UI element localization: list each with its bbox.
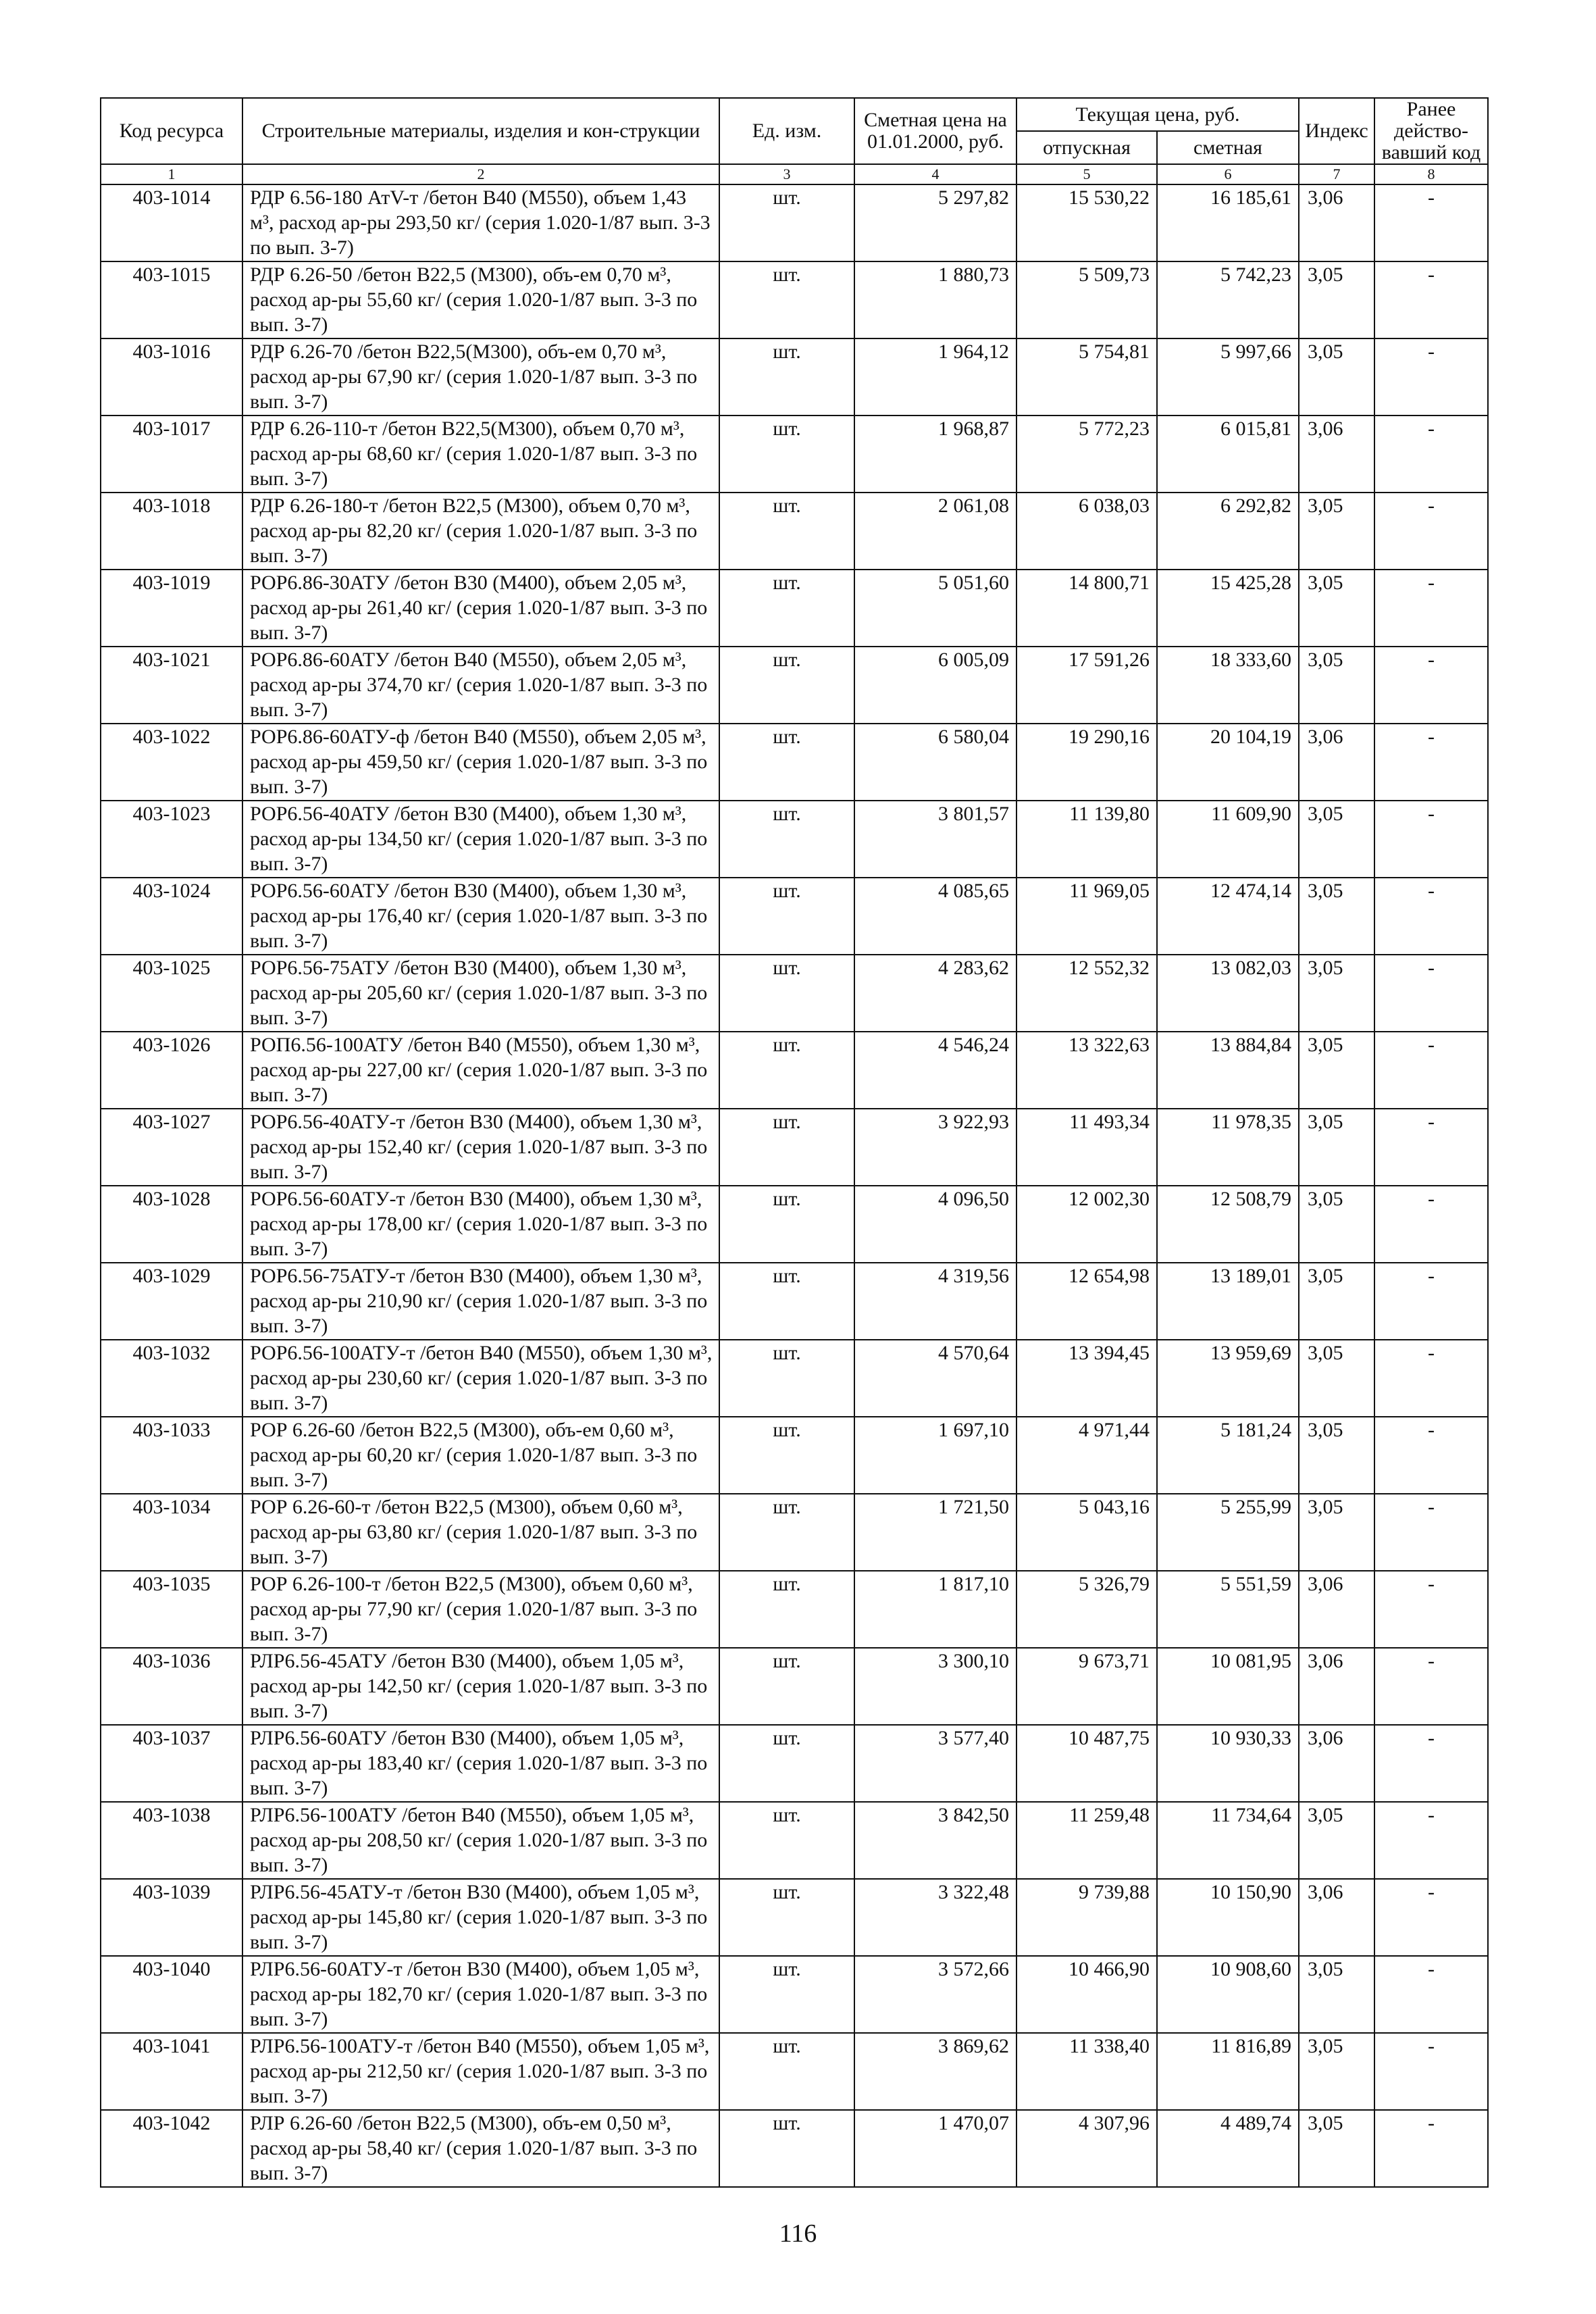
cell-unit: шт.	[719, 878, 854, 955]
cell-code: 403-1034	[101, 1494, 242, 1571]
cell-unit: шт.	[719, 261, 854, 338]
cell-estimate-price: 10 081,95	[1157, 1648, 1299, 1725]
cell-code: 403-1024	[101, 878, 242, 955]
cell-prev-code: -	[1374, 878, 1488, 955]
cell-prev-code: -	[1374, 1879, 1488, 1956]
cell-unit: шт.	[719, 1879, 854, 1956]
cell-base-price: 5 051,60	[854, 570, 1016, 647]
cell-prev-code: -	[1374, 1571, 1488, 1648]
cell-unit: шт.	[719, 570, 854, 647]
cell-prev-code: -	[1374, 493, 1488, 570]
cell-release-price: 4 971,44	[1016, 1417, 1157, 1494]
cell-estimate-price: 11 609,90	[1157, 801, 1299, 878]
cell-estimate-price: 12 474,14	[1157, 878, 1299, 955]
cell-material-name: РЛР6.56-100АТУ-т /бетон В40 (М550), объем 1,05 м³, расход ар-ры 212,50 кг/ (серия 1.020-1/87 вып. 3-3 по вып. 3-7)	[242, 2033, 719, 2110]
cell-index: 3,05	[1299, 878, 1374, 955]
cell-material-name: РДР 6.26-110-т /бетон В22,5(М300), объем 0,70 м³, расход ар-ры 68,60 кг/ (серия 1.020-1/87 вып. 3-3 по вып. 3-7)	[242, 416, 719, 493]
cell-material-name: РДР 6.26-180-т /бетон В22,5 (М300), объем 0,70 м³, расход ар-ры 82,20 кг/ (серия 1.020-1/87 вып. 3-3 по вып. 3-7)	[242, 493, 719, 570]
cell-unit: шт.	[719, 2033, 854, 2110]
cell-material-name: РДР 6.26-50 /бетон В22,5 (М300), объ-ем 0,70 м³, расход ар-ры 55,60 кг/ (серия 1.020-1/87 вып. 3-3 по вып. 3-7)	[242, 261, 719, 338]
cell-estimate-price: 6 292,82	[1157, 493, 1299, 570]
cell-material-name: РЛР 6.26-60 /бетон В22,5 (М300), объ-ем 0,50 м³, расход ар-ры 58,40 кг/ (серия 1.020-1/87 вып. 3-3 по вып. 3-7)	[242, 2110, 719, 2187]
cell-code: 403-1014	[101, 184, 242, 261]
cell-index: 3,05	[1299, 1956, 1374, 2033]
cell-base-price: 1 964,12	[854, 338, 1016, 416]
cell-base-price: 2 061,08	[854, 493, 1016, 570]
cell-prev-code: -	[1374, 416, 1488, 493]
table-row	[101, 1186, 1488, 1263]
cell-estimate-price: 15 425,28	[1157, 570, 1299, 647]
cell-code: 403-1023	[101, 801, 242, 878]
cell-material-name: РОР6.56-40АТУ-т /бетон В30 (М400), объем 1,30 м³, расход ар-ры 152,40 кг/ (серия 1.020-1/87 вып. 3-3 по вып. 3-7)	[242, 1109, 719, 1186]
cell-release-price: 15 530,22	[1016, 184, 1157, 261]
cell-code: 403-1039	[101, 1879, 242, 1956]
cell-material-name: РОР6.86-60АТУ-ф /бетон В40 (М550), объем 2,05 м³, расход ар-ры 459,50 кг/ (серия 1.020-1/87 вып. 3-3 по вып. 3-7)	[242, 724, 719, 801]
cell-code: 403-1026	[101, 1032, 242, 1109]
header-base-price: Сметная цена на 01.01.2000, руб.	[854, 98, 1016, 164]
table-row	[101, 1494, 1488, 1571]
cell-material-name: РЛР6.56-60АТУ-т /бетон В30 (М400), объем 1,05 м³, расход ар-ры 182,70 кг/ (серия 1.020-1/87 вып. 3-3 по вып. 3-7)	[242, 1956, 719, 2033]
cell-release-price: 10 487,75	[1016, 1725, 1157, 1802]
table-row	[101, 1032, 1488, 1109]
cell-unit: шт.	[719, 1263, 854, 1340]
table-row	[101, 1648, 1488, 1725]
cell-index: 3,05	[1299, 1802, 1374, 1879]
cell-unit: шт.	[719, 2110, 854, 2187]
cell-material-name: РОР6.56-75АТУ /бетон В30 (М400), объем 1,30 м³, расход ар-ры 205,60 кг/ (серия 1.020-1/87 вып. 3-3 по вып. 3-7)	[242, 955, 719, 1032]
cell-prev-code: -	[1374, 2033, 1488, 2110]
cell-material-name: РОР6.56-40АТУ /бетон В30 (М400), объем 1,30 м³, расход ар-ры 134,50 кг/ (серия 1.020-1/87 вып. 3-3 по вып. 3-7)	[242, 801, 719, 878]
cell-index: 3,05	[1299, 2110, 1374, 2187]
table-row	[101, 261, 1488, 338]
cell-code: 403-1016	[101, 338, 242, 416]
cell-unit: шт.	[719, 1340, 854, 1417]
cell-base-price: 3 577,40	[854, 1725, 1016, 1802]
cell-release-price: 11 338,40	[1016, 2033, 1157, 2110]
cell-prev-code: -	[1374, 1802, 1488, 1879]
cell-index: 3,05	[1299, 647, 1374, 724]
column-number: 8	[1374, 164, 1488, 184]
cell-unit: шт.	[719, 955, 854, 1032]
cell-release-price: 5 509,73	[1016, 261, 1157, 338]
cell-prev-code: -	[1374, 1032, 1488, 1109]
cell-base-price: 3 300,10	[854, 1648, 1016, 1725]
table-row	[101, 1417, 1488, 1494]
table-row	[101, 184, 1488, 261]
table-body	[101, 184, 1488, 2187]
cell-unit: шт.	[719, 493, 854, 570]
cell-prev-code: -	[1374, 1494, 1488, 1571]
cell-unit: шт.	[719, 1032, 854, 1109]
cell-estimate-price: 13 959,69	[1157, 1340, 1299, 1417]
cell-estimate-price: 5 742,23	[1157, 261, 1299, 338]
cell-material-name: РДР 6.26-70 /бетон В22,5(М300), объ-ем 0,70 м³, расход ар-ры 67,90 кг/ (серия 1.020-1/87 вып. 3-3 по вып. 3-7)	[242, 338, 719, 416]
cell-base-price: 6 580,04	[854, 724, 1016, 801]
cell-release-price: 17 591,26	[1016, 647, 1157, 724]
cell-release-price: 11 139,80	[1016, 801, 1157, 878]
table-row	[101, 1879, 1488, 1956]
cell-index: 3,06	[1299, 1571, 1374, 1648]
cell-release-price: 5 326,79	[1016, 1571, 1157, 1648]
cell-estimate-price: 13 884,84	[1157, 1032, 1299, 1109]
cell-release-price: 12 552,32	[1016, 955, 1157, 1032]
cell-base-price: 3 572,66	[854, 1956, 1016, 2033]
price-table	[100, 97, 1489, 2188]
cell-index: 3,05	[1299, 1109, 1374, 1186]
cell-material-name: РОР6.56-75АТУ-т /бетон В30 (М400), объем 1,30 м³, расход ар-ры 210,90 кг/ (серия 1.020-1/87 вып. 3-3 по вып. 3-7)	[242, 1263, 719, 1340]
cell-unit: шт.	[719, 724, 854, 801]
cell-unit: шт.	[719, 1494, 854, 1571]
header-code: Код ресурса	[101, 98, 242, 164]
cell-release-price: 5 772,23	[1016, 416, 1157, 493]
cell-prev-code: -	[1374, 1417, 1488, 1494]
cell-index: 3,06	[1299, 1725, 1374, 1802]
table-row	[101, 1725, 1488, 1802]
cell-material-name: РДР 6.56-180 АтV-т /бетон В40 (М550), объем 1,43 м³, расход ар-ры 293,50 кг/ (серия 1.020-1/87 вып. 3-3 по вып. 3-7)	[242, 184, 719, 261]
header-current-price: Текущая цена, руб.	[1016, 98, 1299, 131]
cell-unit: шт.	[719, 1956, 854, 2033]
cell-material-name: РОР 6.26-100-т /бетон В22,5 (М300), объем 0,60 м³, расход ар-ры 77,90 кг/ (серия 1.020-1/87 вып. 3-3 по вып. 3-7)	[242, 1571, 719, 1648]
cell-material-name: РОР6.86-30АТУ /бетон В30 (М400), объем 2,05 м³, расход ар-ры 261,40 кг/ (серия 1.020-1/87 вып. 3-3 по вып. 3-7)	[242, 570, 719, 647]
header-release-price: отпускная	[1016, 131, 1157, 164]
cell-index: 3,05	[1299, 1032, 1374, 1109]
cell-index: 3,05	[1299, 1263, 1374, 1340]
cell-release-price: 5 754,81	[1016, 338, 1157, 416]
cell-code: 403-1021	[101, 647, 242, 724]
column-number: 1	[101, 164, 242, 184]
cell-unit: шт.	[719, 1109, 854, 1186]
cell-material-name: РОР6.56-100АТУ-т /бетон В40 (М550), объем 1,30 м³, расход ар-ры 230,60 кг/ (серия 1.020-1/87 вып. 3-3 по вып. 3-7)	[242, 1340, 719, 1417]
cell-code: 403-1032	[101, 1340, 242, 1417]
cell-estimate-price: 10 150,90	[1157, 1879, 1299, 1956]
cell-estimate-price: 16 185,61	[1157, 184, 1299, 261]
table-row	[101, 2110, 1488, 2187]
cell-code: 403-1019	[101, 570, 242, 647]
cell-prev-code: -	[1374, 1725, 1488, 1802]
cell-prev-code: -	[1374, 2110, 1488, 2187]
cell-code: 403-1022	[101, 724, 242, 801]
cell-index: 3,05	[1299, 338, 1374, 416]
cell-code: 403-1015	[101, 261, 242, 338]
cell-index: 3,06	[1299, 416, 1374, 493]
table-row	[101, 878, 1488, 955]
cell-release-price: 9 739,88	[1016, 1879, 1157, 1956]
cell-release-price: 4 307,96	[1016, 2110, 1157, 2187]
cell-estimate-price: 6 015,81	[1157, 416, 1299, 493]
cell-estimate-price: 11 734,64	[1157, 1802, 1299, 1879]
table-row	[101, 647, 1488, 724]
cell-material-name: РЛР6.56-45АТУ-т /бетон В30 (М400), объем 1,05 м³, расход ар-ры 145,80 кг/ (серия 1.020-1/87 вып. 3-3 по вып. 3-7)	[242, 1879, 719, 1956]
cell-index: 3,05	[1299, 1186, 1374, 1263]
cell-estimate-price: 5 551,59	[1157, 1571, 1299, 1648]
cell-base-price: 5 297,82	[854, 184, 1016, 261]
cell-base-price: 1 721,50	[854, 1494, 1016, 1571]
table-row	[101, 955, 1488, 1032]
cell-code: 403-1033	[101, 1417, 242, 1494]
cell-material-name: РОР6.56-60АТУ /бетон В30 (М400), объем 1,30 м³, расход ар-ры 176,40 кг/ (серия 1.020-1/87 вып. 3-3 по вып. 3-7)	[242, 878, 719, 955]
cell-material-name: РОР 6.26-60 /бетон В22,5 (М300), объ-ем 0,60 м³, расход ар-ры 60,20 кг/ (серия 1.020-1/87 вып. 3-3 по вып. 3-7)	[242, 1417, 719, 1494]
cell-unit: шт.	[719, 1571, 854, 1648]
table-row	[101, 416, 1488, 493]
cell-code: 403-1017	[101, 416, 242, 493]
cell-release-price: 5 043,16	[1016, 1494, 1157, 1571]
cell-base-price: 1 470,07	[854, 2110, 1016, 2187]
cell-prev-code: -	[1374, 570, 1488, 647]
cell-unit: шт.	[719, 1186, 854, 1263]
cell-base-price: 4 085,65	[854, 878, 1016, 955]
cell-base-price: 4 319,56	[854, 1263, 1016, 1340]
cell-prev-code: -	[1374, 338, 1488, 416]
cell-unit: шт.	[719, 1802, 854, 1879]
header-index: Индекс	[1299, 98, 1374, 164]
cell-release-price: 13 394,45	[1016, 1340, 1157, 1417]
cell-code: 403-1025	[101, 955, 242, 1032]
cell-prev-code: -	[1374, 1956, 1488, 2033]
cell-base-price: 4 570,64	[854, 1340, 1016, 1417]
cell-estimate-price: 18 333,60	[1157, 647, 1299, 724]
table-row	[101, 801, 1488, 878]
cell-code: 403-1037	[101, 1725, 242, 1802]
cell-estimate-price: 13 082,03	[1157, 955, 1299, 1032]
cell-base-price: 1 697,10	[854, 1417, 1016, 1494]
cell-estimate-price: 4 489,74	[1157, 2110, 1299, 2187]
table-row	[101, 1571, 1488, 1648]
cell-estimate-price: 10 930,33	[1157, 1725, 1299, 1802]
cell-estimate-price: 20 104,19	[1157, 724, 1299, 801]
cell-unit: шт.	[719, 801, 854, 878]
cell-code: 403-1035	[101, 1571, 242, 1648]
cell-estimate-price: 13 189,01	[1157, 1263, 1299, 1340]
cell-prev-code: -	[1374, 1186, 1488, 1263]
cell-release-price: 19 290,16	[1016, 724, 1157, 801]
cell-prev-code: -	[1374, 1263, 1488, 1340]
header-prev-code: Ранее действо-вавший код	[1374, 98, 1488, 164]
cell-code: 403-1040	[101, 1956, 242, 2033]
table-row	[101, 1802, 1488, 1879]
cell-index: 3,05	[1299, 570, 1374, 647]
cell-index: 3,05	[1299, 261, 1374, 338]
cell-index: 3,05	[1299, 493, 1374, 570]
cell-base-price: 3 842,50	[854, 1802, 1016, 1879]
cell-code: 403-1018	[101, 493, 242, 570]
cell-base-price: 1 880,73	[854, 261, 1016, 338]
cell-code: 403-1042	[101, 2110, 242, 2187]
cell-base-price: 4 283,62	[854, 955, 1016, 1032]
cell-code: 403-1029	[101, 1263, 242, 1340]
cell-prev-code: -	[1374, 1648, 1488, 1725]
cell-material-name: РОР6.56-60АТУ-т /бетон В30 (М400), объем 1,30 м³, расход ар-ры 178,00 кг/ (серия 1.020-1/87 вып. 3-3 по вып. 3-7)	[242, 1186, 719, 1263]
cell-release-price: 13 322,63	[1016, 1032, 1157, 1109]
cell-material-name: РЛР6.56-60АТУ /бетон В30 (М400), объем 1,05 м³, расход ар-ры 183,40 кг/ (серия 1.020-1/87 вып. 3-3 по вып. 3-7)	[242, 1725, 719, 1802]
cell-release-price: 9 673,71	[1016, 1648, 1157, 1725]
cell-prev-code: -	[1374, 1340, 1488, 1417]
cell-material-name: РОР 6.26-60-т /бетон В22,5 (М300), объем 0,60 м³, расход ар-ры 63,80 кг/ (серия 1.020-1/87 вып. 3-3 по вып. 3-7)	[242, 1494, 719, 1571]
cell-index: 3,05	[1299, 1340, 1374, 1417]
cell-prev-code: -	[1374, 1109, 1488, 1186]
cell-estimate-price: 10 908,60	[1157, 1956, 1299, 2033]
cell-code: 403-1041	[101, 2033, 242, 2110]
cell-estimate-price: 5 181,24	[1157, 1417, 1299, 1494]
column-number: 7	[1299, 164, 1374, 184]
cell-unit: шт.	[719, 416, 854, 493]
table-row	[101, 2033, 1488, 2110]
table-row	[101, 493, 1488, 570]
cell-code: 403-1038	[101, 1802, 242, 1879]
cell-code: 403-1036	[101, 1648, 242, 1725]
table-row	[101, 724, 1488, 801]
cell-index: 3,06	[1299, 724, 1374, 801]
cell-material-name: РОР6.86-60АТУ /бетон В40 (М550), объем 2,05 м³, расход ар-ры 374,70 кг/ (серия 1.020-1/87 вып. 3-3 по вып. 3-7)	[242, 647, 719, 724]
cell-index: 3,05	[1299, 955, 1374, 1032]
header-materials: Строительные материалы, изделия и кон-струкции	[242, 98, 719, 164]
cell-base-price: 1 968,87	[854, 416, 1016, 493]
cell-unit: шт.	[719, 184, 854, 261]
cell-release-price: 11 259,48	[1016, 1802, 1157, 1879]
column-number: 3	[719, 164, 854, 184]
cell-index: 3,05	[1299, 2033, 1374, 2110]
cell-index: 3,05	[1299, 1417, 1374, 1494]
cell-material-name: РЛР6.56-45АТУ /бетон В30 (М400), объем 1,05 м³, расход ар-ры 142,50 кг/ (серия 1.020-1/87 вып. 3-3 по вып. 3-7)	[242, 1648, 719, 1725]
cell-material-name: РОП6.56-100АТУ /бетон В40 (М550), объем 1,30 м³, расход ар-ры 227,00 кг/ (серия 1.020-1/87 вып. 3-3 по вып. 3-7)	[242, 1032, 719, 1109]
cell-code: 403-1027	[101, 1109, 242, 1186]
cell-estimate-price: 11 978,35	[1157, 1109, 1299, 1186]
cell-unit: шт.	[719, 1417, 854, 1494]
cell-index: 3,05	[1299, 801, 1374, 878]
cell-unit: шт.	[719, 1725, 854, 1802]
cell-index: 3,06	[1299, 1879, 1374, 1956]
cell-index: 3,06	[1299, 184, 1374, 261]
table-row	[101, 1109, 1488, 1186]
cell-index: 3,06	[1299, 1648, 1374, 1725]
cell-release-price: 12 002,30	[1016, 1186, 1157, 1263]
header-unit: Ед. изм.	[719, 98, 854, 164]
cell-estimate-price: 12 508,79	[1157, 1186, 1299, 1263]
cell-release-price: 11 969,05	[1016, 878, 1157, 955]
column-number: 4	[854, 164, 1016, 184]
cell-base-price: 3 801,57	[854, 801, 1016, 878]
header-column-numbers	[101, 164, 1488, 184]
cell-index: 3,05	[1299, 1494, 1374, 1571]
cell-release-price: 10 466,90	[1016, 1956, 1157, 2033]
cell-base-price: 3 869,62	[854, 2033, 1016, 2110]
cell-unit: шт.	[719, 647, 854, 724]
cell-release-price: 11 493,34	[1016, 1109, 1157, 1186]
cell-prev-code: -	[1374, 184, 1488, 261]
table-row	[101, 1956, 1488, 2033]
cell-prev-code: -	[1374, 261, 1488, 338]
cell-base-price: 6 005,09	[854, 647, 1016, 724]
price-table-sheet	[100, 97, 1487, 2188]
column-number: 6	[1157, 164, 1299, 184]
header-estimate-price: сметная	[1157, 131, 1299, 164]
cell-base-price: 4 096,50	[854, 1186, 1016, 1263]
cell-release-price: 12 654,98	[1016, 1263, 1157, 1340]
cell-base-price: 1 817,10	[854, 1571, 1016, 1648]
table-row	[101, 570, 1488, 647]
cell-material-name: РЛР6.56-100АТУ /бетон В40 (М550), объем 1,05 м³, расход ар-ры 208,50 кг/ (серия 1.020-1/87 вып. 3-3 по вып. 3-7)	[242, 1802, 719, 1879]
cell-code: 403-1028	[101, 1186, 242, 1263]
column-number: 2	[242, 164, 719, 184]
cell-estimate-price: 5 255,99	[1157, 1494, 1299, 1571]
cell-prev-code: -	[1374, 724, 1488, 801]
page-number: 116	[779, 2219, 817, 2248]
cell-release-price: 14 800,71	[1016, 570, 1157, 647]
cell-base-price: 3 322,48	[854, 1879, 1016, 1956]
table-header	[101, 98, 1488, 184]
cell-estimate-price: 11 816,89	[1157, 2033, 1299, 2110]
cell-prev-code: -	[1374, 801, 1488, 878]
cell-base-price: 4 546,24	[854, 1032, 1016, 1109]
column-number: 5	[1016, 164, 1157, 184]
cell-prev-code: -	[1374, 955, 1488, 1032]
table-row	[101, 1263, 1488, 1340]
cell-base-price: 3 922,93	[854, 1109, 1016, 1186]
cell-estimate-price: 5 997,66	[1157, 338, 1299, 416]
cell-prev-code: -	[1374, 647, 1488, 724]
table-row	[101, 338, 1488, 416]
cell-unit: шт.	[719, 338, 854, 416]
cell-release-price: 6 038,03	[1016, 493, 1157, 570]
table-row	[101, 1340, 1488, 1417]
cell-unit: шт.	[719, 1648, 854, 1725]
